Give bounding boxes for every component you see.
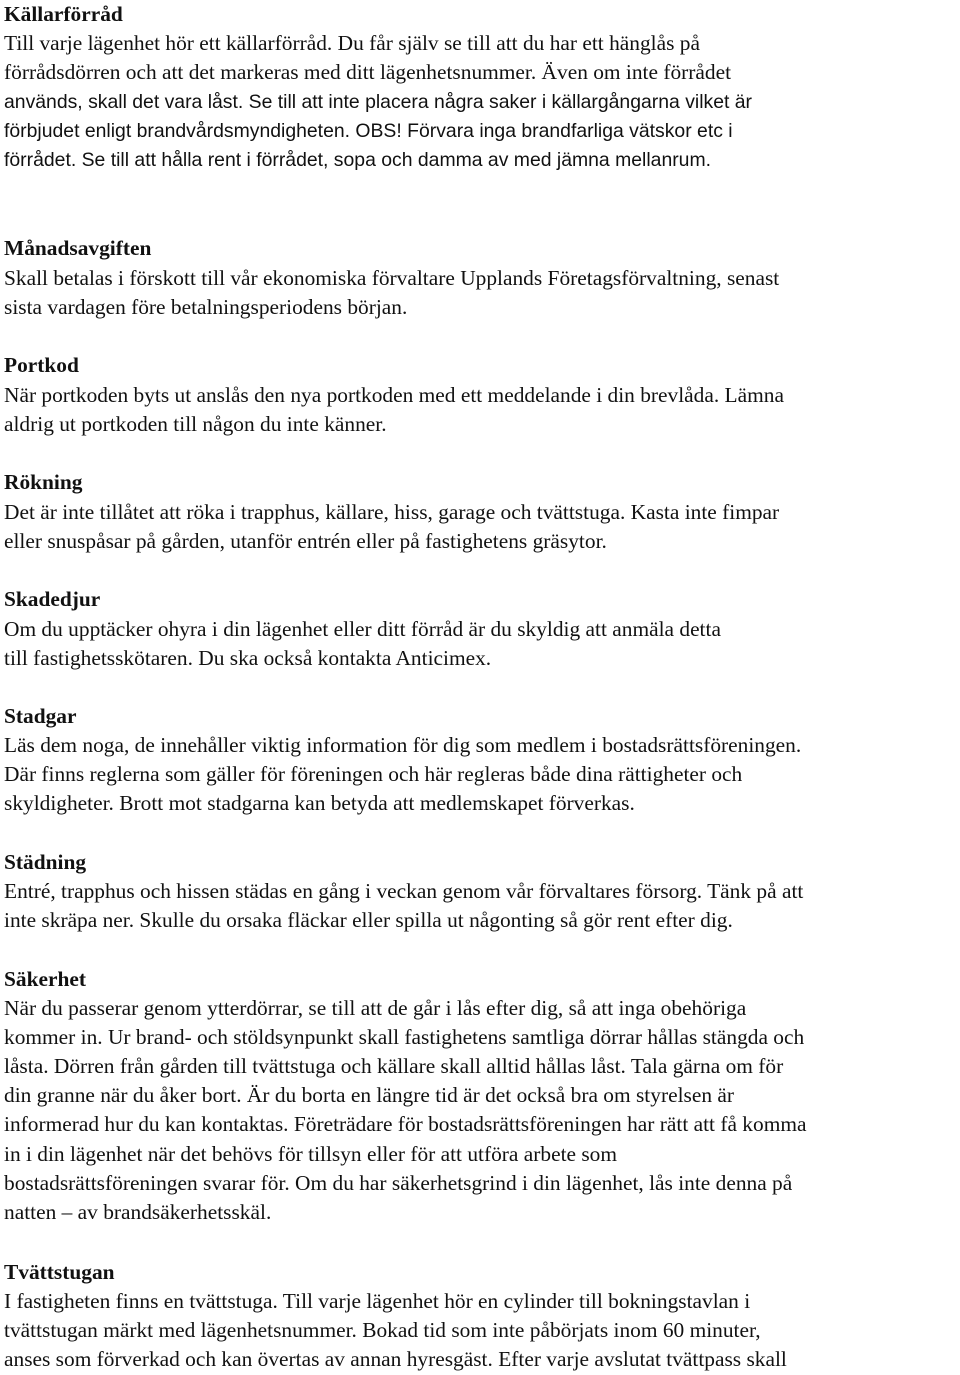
paragraph-line: informerad hur du kan kontaktas. Företrädare för bostadsrättsföreningen har rätt att få komma	[4, 1112, 807, 1136]
section-heading-stadgar: Stadgar	[4, 704, 77, 728]
paragraph-line: aldrig ut portkoden till någon du inte känner.	[4, 412, 387, 436]
paragraph-line: Där finns reglerna som gäller för föreningen och här regleras både dina rättigheter och	[4, 762, 743, 786]
paragraph-line: förbjudet enligt brandvårdsmyndigheten. OBS! Förvara inga brandfarliga vätskor etc i	[4, 120, 733, 142]
paragraph-line: till fastighetsskötaren. Du ska också kontakta Anticimex.	[4, 646, 492, 670]
paragraph-line: När du passerar genom ytterdörrar, se till att de går i lås efter dig, så att inga obehöriga	[4, 996, 747, 1020]
paragraph-line: förrådsdörren och att det markeras med ditt lägenhetsnummer. Även om inte förrådet	[4, 60, 732, 84]
paragraph-line: När portkoden byts ut anslås den nya portkoden med ett meddelande i din brevlåda. Lämna	[4, 383, 784, 407]
paragraph-line: förrådet. Se till att hålla rent i förrådet, sopa och damma av med jämna mellanrum.	[4, 149, 712, 171]
paragraph-line: Om du upptäcker ohyra i din lägenhet eller ditt förråd är du skyldig att anmäla detta	[4, 617, 721, 641]
section-heading-sakerhet: Säkerhet	[4, 967, 86, 991]
paragraph-line: Till varje lägenhet hör ett källarförråd. Du får själv se till att du har ett hänglås på	[4, 31, 700, 55]
section-heading-skadedjur: Skadedjur	[4, 587, 101, 611]
paragraph-line: inte skräpa ner. Skulle du orsaka fläckar eller spilla ut någonting så gör rent efter dig.	[4, 908, 733, 932]
paragraph-line: sista vardagen före betalningsperiodens början.	[4, 295, 408, 319]
section-heading-manadsavgiften: Månadsavgiften	[4, 236, 152, 260]
paragraph-line: anses som förverkad och kan övertas av annan hyresgäst. Efter varje avslutat tvättpass skall	[4, 1347, 787, 1371]
section-heading-rokning: Rökning	[4, 470, 83, 494]
section-heading-stadning: Städning	[4, 850, 87, 874]
section-heading-kallarforrad: Källarförråd	[4, 2, 123, 26]
paragraph-line: in i din lägenhet när det behövs för tillsyn eller för att utföra arbete som	[4, 1142, 618, 1166]
paragraph-line: Det är inte tillåtet att röka i trapphus, källare, hiss, garage och tvättstuga. Kasta inte fimpar	[4, 500, 780, 524]
paragraph-line: eller snuspåsar på gården, utanför entrén eller på fastighetens gräsytor.	[4, 529, 607, 553]
section-heading-tvattstugan: Tvättstugan	[4, 1260, 115, 1284]
paragraph-line: Skall betalas i förskott till vår ekonomiska förvaltare Upplands Företagsförvaltning, senast	[4, 266, 780, 290]
paragraph-line: natten – av brandsäkerhetsskäl.	[4, 1200, 272, 1224]
section-heading-portkod: Portkod	[4, 353, 79, 377]
paragraph-line: låsta. Dörren från gården till tvättstuga och källare skall alltid hållas låst. Tala gärna om för	[4, 1054, 784, 1078]
paragraph-line: bostadsrättsföreningen svarar för. Om du har säkerhetsgrind i din lägenhet, lås inte denna på	[4, 1171, 793, 1195]
paragraph-line: I fastigheten finns en tvättstuga. Till varje lägenhet hör en cylinder till bokningstavlan i	[4, 1289, 751, 1313]
paragraph-line: Läs dem noga, de innehåller viktig information för dig som medlem i bostadsrättsföreningen.	[4, 733, 802, 757]
paragraph-line: tvättstugan märkt med lägenhetsnummer. Bokad tid som inte påbörjats inom 60 minuter,	[4, 1318, 761, 1342]
paragraph-line: kommer in. Ur brand- och stöldsynpunkt skall fastighetens samtliga dörrar hållas stängda och	[4, 1025, 805, 1049]
paragraph-line: används, skall det vara låst. Se till att inte placera några saker i källargångarna vilket är	[4, 91, 753, 113]
paragraph-line: Entré, trapphus och hissen städas en gång i veckan genom vår förvaltares försorg. Tänk på att	[4, 879, 804, 903]
paragraph-line: din granne när du åker bort. Är du borta en längre tid är det också bra om styrelsen är	[4, 1083, 734, 1107]
paragraph-line: skyldigheter. Brott mot stadgarna kan betyda att medlemskapet förverkas.	[4, 791, 635, 815]
